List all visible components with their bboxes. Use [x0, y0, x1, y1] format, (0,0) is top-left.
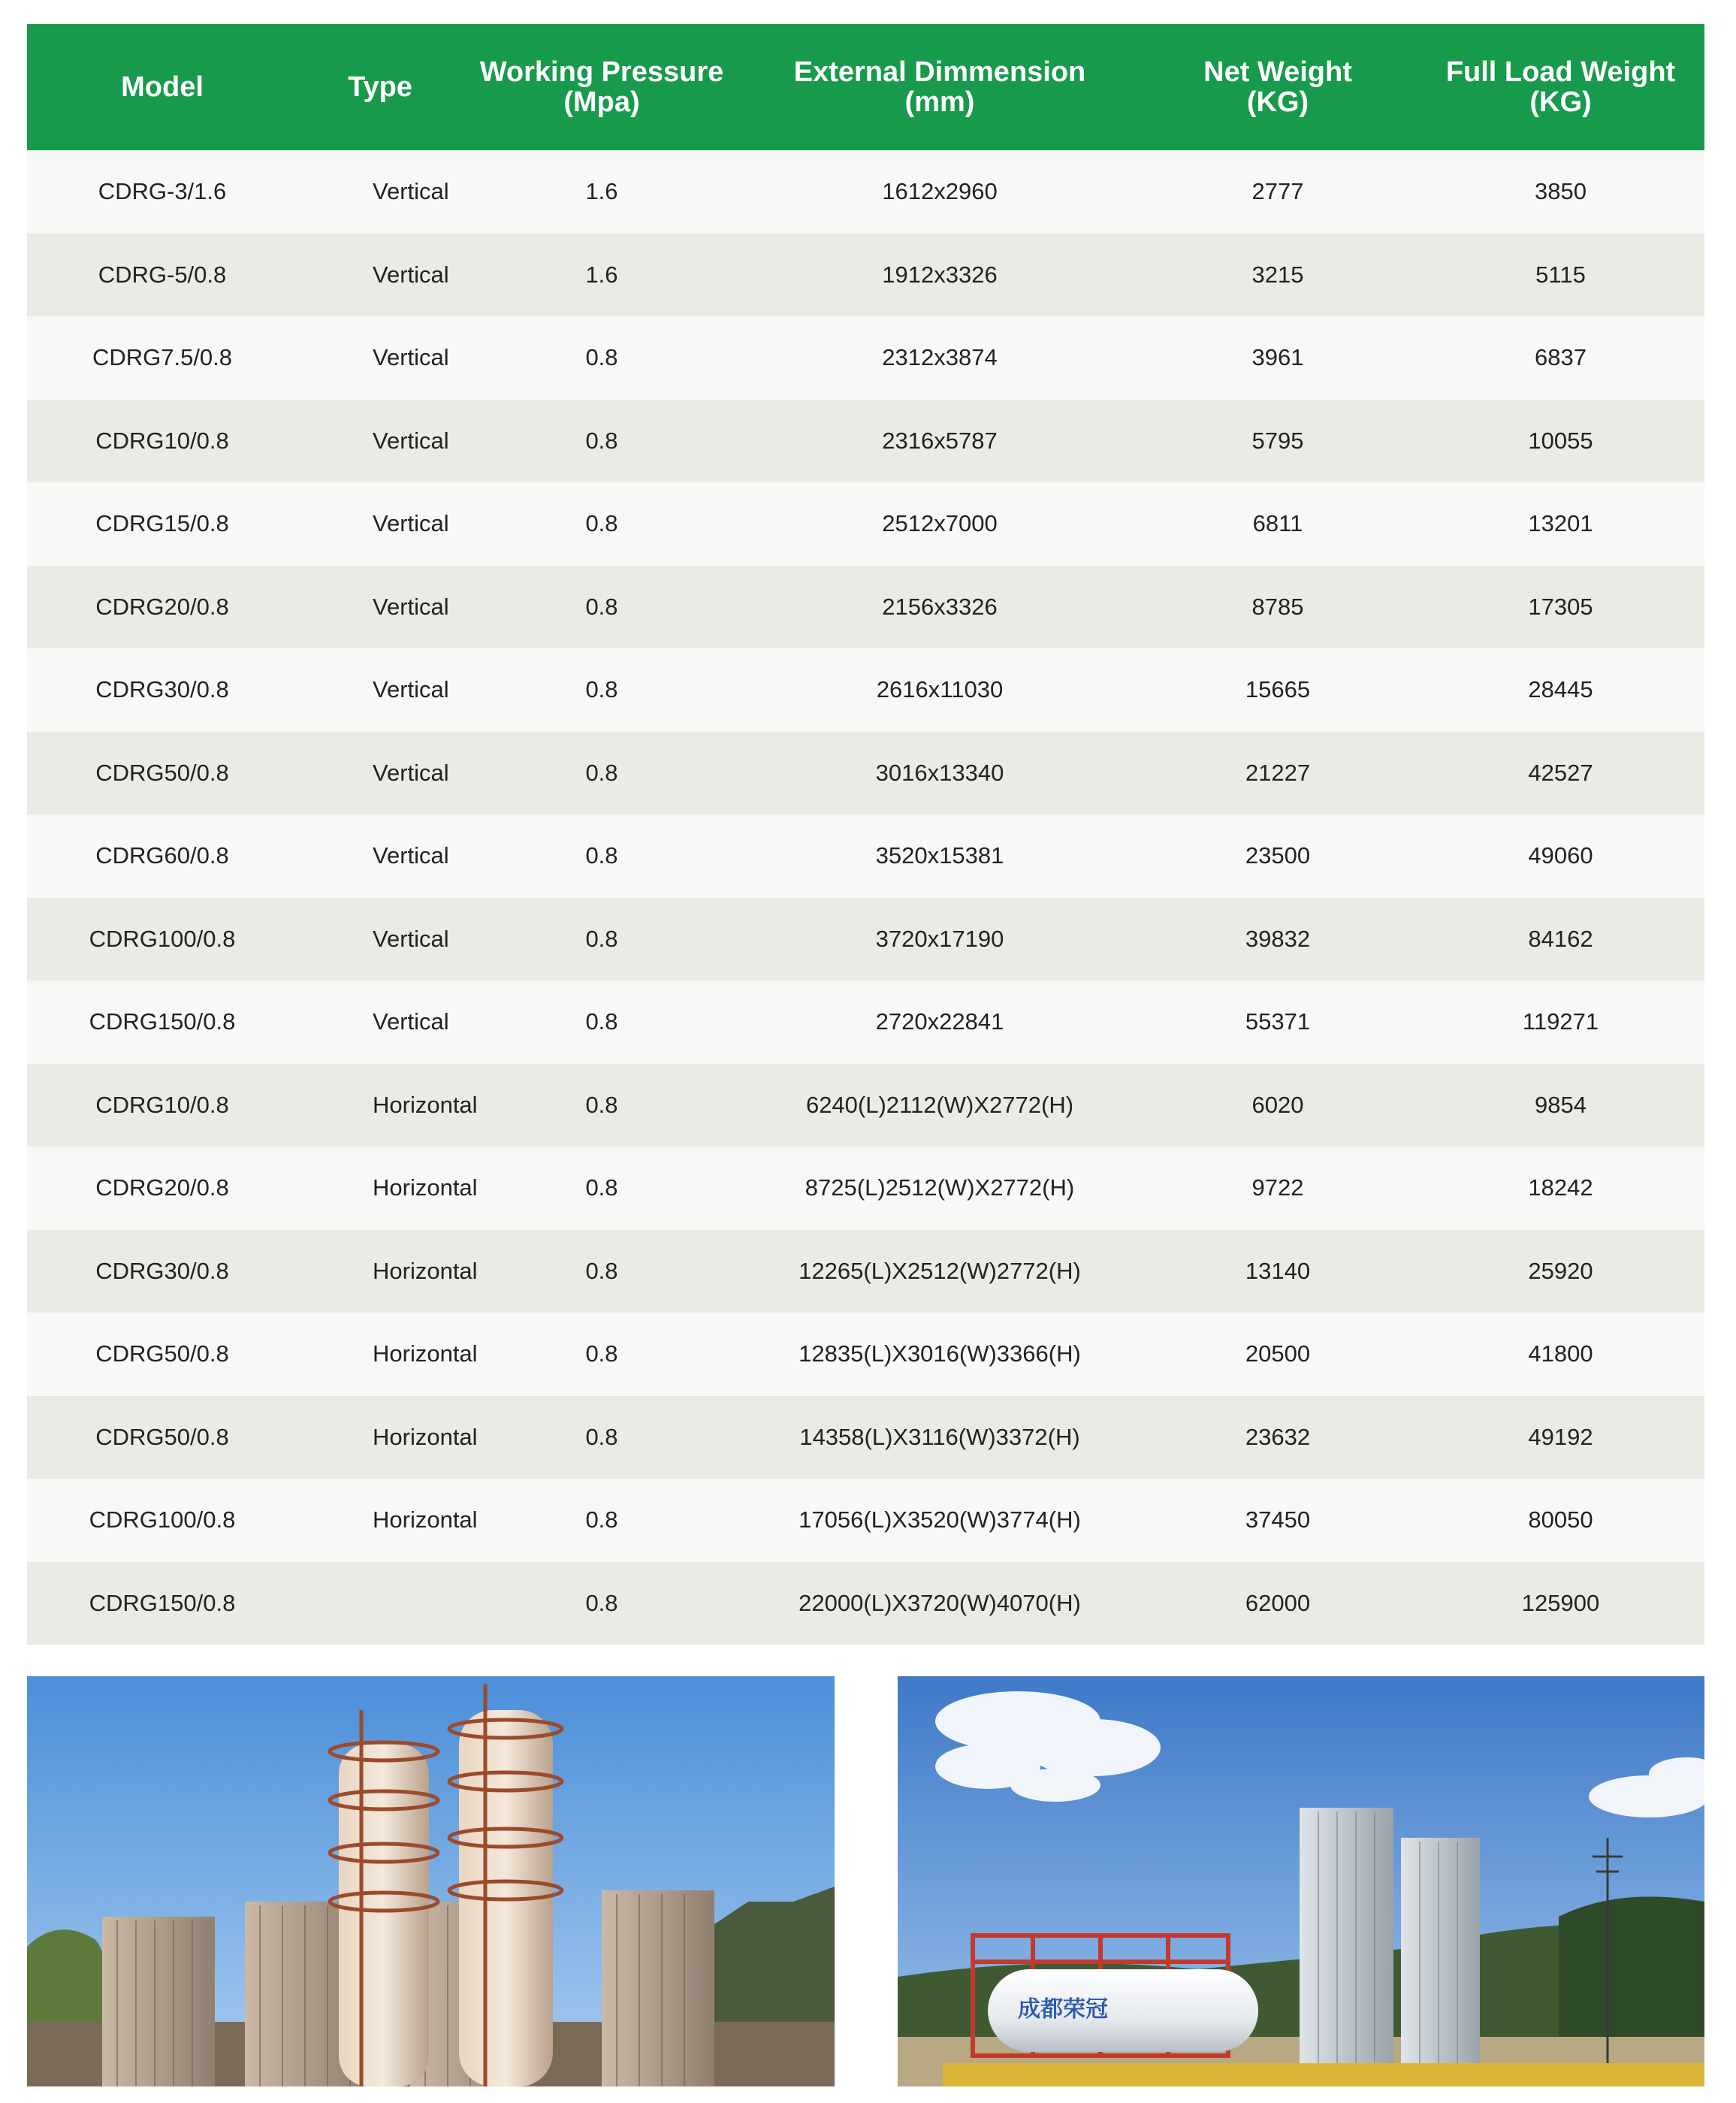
cell-net-weight: 3961 — [1251, 344, 1304, 371]
cell-working-pressure: 1.6 — [585, 261, 618, 288]
cell-net-weight: 8785 — [1251, 593, 1304, 620]
cell-type: Vertical — [373, 510, 449, 537]
cell-model: CDRG-3/1.6 — [98, 178, 227, 205]
cell-full-load-weight: 84162 — [1528, 925, 1593, 952]
table-row — [27, 1479, 1704, 1562]
cell-working-pressure: 0.8 — [585, 1257, 618, 1284]
cell-external-dimension: 3016x13340 — [875, 759, 1004, 786]
cell-model: CDRG50/0.8 — [95, 1423, 229, 1450]
cell-working-pressure: 0.8 — [585, 593, 618, 620]
cell-external-dimension: 3720x17190 — [875, 925, 1004, 952]
cell-model: CDRG-5/0.8 — [98, 261, 227, 288]
cell-external-dimension: 2720x22841 — [875, 1008, 1004, 1035]
cell-working-pressure: 0.8 — [585, 1091, 618, 1118]
cell-full-load-weight: 3850 — [1535, 178, 1587, 205]
cell-net-weight: 23632 — [1245, 1423, 1311, 1450]
cell-full-load-weight: 41800 — [1528, 1340, 1593, 1367]
cell-working-pressure: 0.8 — [585, 510, 618, 537]
header-full-load-label: Full Load Weight — [1445, 56, 1676, 88]
cell-external-dimension: 6240(L)2112(W)X2772(H) — [805, 1091, 1074, 1118]
cell-working-pressure: 0.8 — [585, 1340, 618, 1367]
table-body — [27, 150, 1704, 1645]
cell-working-pressure: 0.8 — [585, 1589, 618, 1616]
cell-full-load-weight: 6837 — [1535, 344, 1587, 371]
table-header-row — [27, 24, 1704, 150]
cell-type: Horizontal — [373, 1257, 478, 1284]
cell-net-weight: 21227 — [1245, 759, 1311, 786]
cell-net-weight: 6811 — [1252, 510, 1303, 537]
vertical-tanks-illustration — [27, 1676, 835, 2086]
cell-external-dimension: 17056(L)X3520(W)3774(H) — [799, 1506, 1081, 1533]
cell-full-load-weight: 25920 — [1528, 1257, 1593, 1284]
header-pressure-label: Working Pressure — [479, 56, 724, 88]
cell-type: Horizontal — [373, 1423, 478, 1450]
cell-full-load-weight: 17305 — [1528, 593, 1593, 620]
cell-external-dimension: 12835(L)X3016(W)3366(H) — [799, 1340, 1081, 1367]
cell-model: CDRG20/0.8 — [95, 593, 229, 620]
table-row — [27, 980, 1704, 1064]
cell-net-weight: 15665 — [1245, 676, 1311, 703]
header-type — [297, 24, 463, 150]
cell-full-load-weight: 49060 — [1528, 842, 1593, 869]
cell-type: Vertical — [373, 261, 449, 288]
cell-type — [297, 1562, 463, 1645]
table-row — [27, 814, 1704, 898]
cell-model: CDRG50/0.8 — [95, 759, 229, 786]
header-full-load-unit: (KG) — [1529, 86, 1592, 118]
cell-external-dimension: 2312x3874 — [882, 344, 998, 371]
cell-external-dimension: 2512x7000 — [882, 510, 998, 537]
cell-external-dimension: 14358(L)X3116(W)3372(H) — [799, 1423, 1080, 1450]
header-net-weight-unit: (KG) — [1246, 86, 1309, 118]
cell-net-weight: 23500 — [1245, 842, 1311, 869]
cell-full-load-weight: 49192 — [1528, 1423, 1593, 1450]
table-row — [27, 316, 1704, 400]
cell-external-dimension: 1612x2960 — [882, 178, 998, 205]
cell-model: CDRG30/0.8 — [95, 1257, 229, 1284]
cell-net-weight: 39832 — [1245, 925, 1311, 952]
cell-model: CDRG50/0.8 — [95, 1340, 229, 1367]
cell-external-dimension: 2156x3326 — [882, 593, 998, 620]
cell-net-weight: 3215 — [1251, 261, 1304, 288]
cell-type: Vertical — [373, 842, 449, 869]
cell-type: Horizontal — [373, 1340, 478, 1367]
cell-model: CDRG100/0.8 — [89, 925, 236, 952]
table-row — [27, 1396, 1704, 1479]
header-model — [27, 24, 297, 150]
cell-working-pressure: 0.8 — [585, 427, 618, 454]
cell-type: Horizontal — [373, 1506, 478, 1533]
horizontal-tank-illustration — [898, 1676, 1704, 2086]
table-row — [27, 898, 1704, 981]
cell-working-pressure: 0.8 — [585, 759, 618, 786]
cell-full-load-weight: 119271 — [1522, 1008, 1599, 1035]
cell-working-pressure: 0.8 — [585, 1174, 618, 1201]
cell-type: Vertical — [373, 676, 449, 703]
cell-external-dimension: 8725(L)2512(W)X2772(H) — [805, 1174, 1075, 1201]
cell-working-pressure: 1.6 — [585, 178, 618, 205]
table-row — [27, 732, 1704, 815]
header-net-weight — [1139, 24, 1417, 150]
cell-full-load-weight: 42527 — [1528, 759, 1593, 786]
header-model-label: Model — [121, 71, 204, 103]
cell-working-pressure: 0.8 — [585, 344, 618, 371]
header-dimension-label: External Dimmension — [793, 56, 1086, 88]
cell-net-weight: 9722 — [1251, 1174, 1304, 1201]
table-row — [27, 482, 1704, 566]
cell-working-pressure: 0.8 — [585, 1423, 618, 1450]
cell-type: Vertical — [373, 1008, 449, 1035]
cell-working-pressure: 0.8 — [585, 676, 618, 703]
table-row — [27, 648, 1704, 732]
cell-type: Vertical — [373, 593, 449, 620]
cell-net-weight: 2777 — [1251, 178, 1304, 205]
header-external-dimension — [741, 24, 1139, 150]
vaporizer-towers — [1300, 1808, 1480, 2063]
cell-type: Vertical — [373, 178, 449, 205]
cell-model: CDRG20/0.8 — [95, 1174, 229, 1201]
cell-full-load-weight: 10055 — [1528, 427, 1593, 454]
cell-external-dimension: 22000(L)X3720(W)4070(H) — [799, 1589, 1081, 1616]
cell-type: Vertical — [373, 925, 449, 952]
table-row — [27, 566, 1704, 649]
cell-external-dimension: 12265(L)X2512(W)2772(H) — [799, 1257, 1081, 1284]
header-working-pressure — [463, 24, 741, 150]
table-row — [27, 400, 1704, 483]
cell-external-dimension: 1912x3326 — [882, 261, 998, 288]
cell-full-load-weight: 125900 — [1521, 1589, 1600, 1616]
cell-type: Vertical — [373, 344, 449, 371]
cell-type: Vertical — [373, 759, 449, 786]
cell-working-pressure: 0.8 — [585, 925, 618, 952]
horizontal-tank-photo — [898, 1676, 1704, 2086]
cell-full-load-weight: 5115 — [1535, 261, 1586, 288]
cell-model: CDRG60/0.8 — [95, 842, 229, 869]
cell-net-weight: 37450 — [1245, 1506, 1311, 1533]
cell-net-weight: 20500 — [1245, 1340, 1311, 1367]
cell-external-dimension: 2316x5787 — [882, 427, 998, 454]
header-full-load-weight — [1417, 24, 1704, 150]
cell-model: CDRG100/0.8 — [89, 1506, 236, 1533]
table-row — [27, 1147, 1704, 1230]
table-row — [27, 1562, 1704, 1645]
header-net-weight-label: Net Weight — [1203, 56, 1352, 88]
cell-external-dimension: 3520x15381 — [875, 842, 1004, 869]
table-row — [27, 150, 1704, 234]
vertical-tanks-photo — [27, 1676, 835, 2086]
cell-type: Vertical — [373, 427, 449, 454]
table-row — [27, 1064, 1704, 1147]
cell-full-load-weight: 80050 — [1528, 1506, 1593, 1533]
cell-net-weight: 5795 — [1251, 427, 1304, 454]
cell-type: Horizontal — [373, 1091, 478, 1118]
cell-net-weight: 62000 — [1245, 1589, 1311, 1616]
tank-lettering: 成都荣冠 — [1018, 1996, 1108, 2023]
cell-full-load-weight: 18242 — [1528, 1174, 1593, 1201]
cell-net-weight: 13140 — [1245, 1257, 1311, 1284]
cell-full-load-weight: 13201 — [1528, 510, 1593, 537]
cell-model: CDRG10/0.8 — [95, 1091, 229, 1118]
cell-model: CDRG15/0.8 — [95, 510, 229, 537]
table-row — [27, 234, 1704, 317]
cell-working-pressure: 0.8 — [585, 842, 618, 869]
cell-net-weight: 55371 — [1245, 1008, 1311, 1035]
table-row — [27, 1313, 1704, 1396]
spec-table — [27, 24, 1704, 1645]
cell-net-weight: 6020 — [1251, 1091, 1304, 1118]
header-pressure-unit: (Mpa) — [563, 86, 640, 118]
cell-full-load-weight: 28445 — [1528, 676, 1593, 703]
header-dimension-unit: (mm) — [904, 86, 975, 118]
cell-external-dimension: 2616x11030 — [876, 676, 1004, 703]
cell-model: CDRG10/0.8 — [95, 427, 229, 454]
cell-model: CDRG150/0.8 — [89, 1008, 236, 1035]
cell-model: CDRG150/0.8 — [89, 1589, 236, 1616]
cell-working-pressure: 0.8 — [585, 1008, 618, 1035]
header-type-label: Type — [348, 71, 412, 103]
cell-working-pressure: 0.8 — [585, 1506, 618, 1533]
cell-full-load-weight: 9854 — [1535, 1091, 1587, 1118]
cell-type: Horizontal — [373, 1174, 478, 1201]
cell-model: CDRG30/0.8 — [95, 676, 229, 703]
cell-model: CDRG7.5/0.8 — [92, 344, 233, 371]
table-row — [27, 1230, 1704, 1313]
